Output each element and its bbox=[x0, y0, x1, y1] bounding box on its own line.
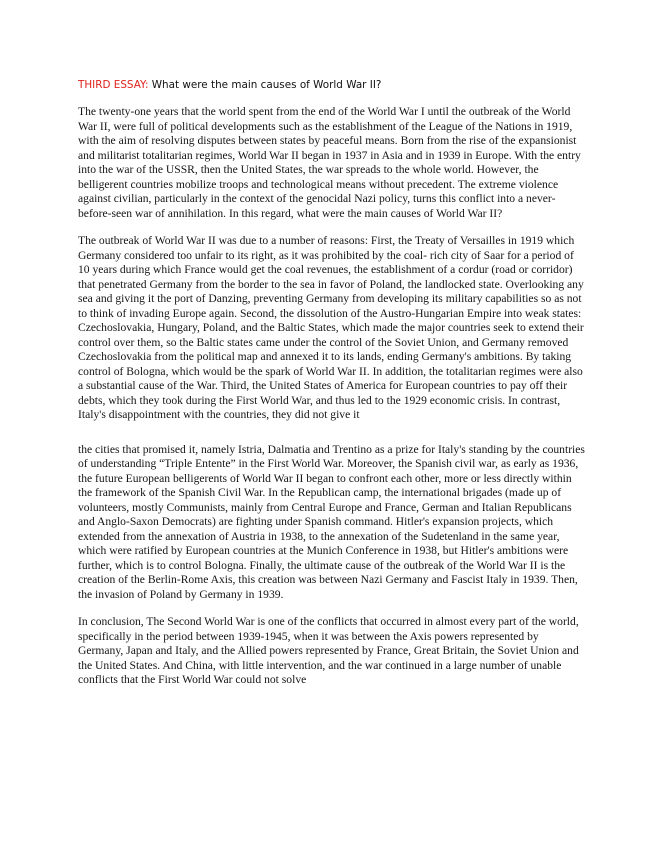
causes-paragraph-part-1: The outbreak of World War II was due to a number of reasons: First, the Treaty of Versailles in 1919 which Germany considered too unfair to its right, as it was prohibited by the coal- rich city of Saar for a period of 10 years during which France would get the coal revenues, the establishment of a cordur (road or corridor) that penetrated Germany from the border to the sea in favor of Poland, the landlocked state. Overlooking any sea and giving it the port of Danzing, preventing Germany from developing its military capabilities so as not to think of invading Europe again. Second, the dissolution of the Austro-Hungarian Empire into weak states: Czechoslovakia, Hungary, Poland, and the Baltic States, which made the major countries seek to extend their control over them, so the Baltic states came under the control of the Soviet Union, and Germany removed Czechoslovakia from the political map and annexed it to its lands, ending Germany's ambitions. By taking control of Bologna, which would be the spark of World War II. In addition, the totalitarian regimes were also a substantial cause of the War. Third, the United States of America for European countries to pay off their debts, which they took during the First World War, and thus led to the 1929 economic crisis. In contrast, Italy's disappointment with the countries, they did not give it bbox=[78, 234, 584, 421]
conclusion-paragraph: In conclusion, The Second World War is one of the conflicts that occurred in almost every part of the world, specifically in the period between 1939-1945, when it was between the Axis powers represented by Germany, Japan and Italy, and the Allied powers represented by France, Great Britain, the Soviet Union and the United States. And China, with little intervention, and the war continued in a large number of unable conflicts that the First World War could not solve bbox=[78, 615, 579, 686]
essay-heading bbox=[78, 78, 585, 93]
causes-paragraph-part-2: the cities that promised it, namely Istria, Dalmatia and Trentino as a prize for Italy's standing by the countries of understanding “Triple Entente” in the First World War. Moreover, the Spanish civil war, as early as 1936, the future European belligerents of World War II began to confront each other, more or less directly within the framework of the Spanish Civil War. In the Republican camp, the international brigades (made up of volunteers, mostly Communists, mainly from Central Europe and France, German and Italian Republicans and Anglo-Saxon Democrats) are fighting under Spanish command. Hitler's expansion projects, which extended from the annexation of Austria in 1938, to the annexation of the Sudetenland in the same year, which were ratified by European countries at the Munich Conference in 1938, but Hitler's ambitions were further, which is to control Bologna. Finally, the ultimate cause of the outbreak of the World War II is the creation of the Berlin-Rome Axis, this creation was between Nazi Germany and Fascist Italy in 1939. Then, the invasion of Poland by Germany in 1939. bbox=[78, 442, 585, 601]
essay-number-label: THIRD ESSAY: bbox=[78, 79, 149, 91]
introduction-paragraph: The twenty-one years that the world spent from the end of the World War I until the outbreak of the World War II, were full of political developments such as the establishment of the League of the Nations in 1919, with the aim of resolving disputes between states by peaceful means. Born from the rise of the expansionist and militarist totalitarian regimes, World War II began in 1937 in Asia and in 1939 in Europe. With the entry into the war of the USSR, then the United States, the war spreads to the whole world. However, the belligerent countries mobilize troops and technological means without precedent. The extreme violence against civilian, particularly in the context of the genocidal Nazi policy, turns this conflict into a never-before-seen war of annihilation. In this regard, what were the main causes of World War II? bbox=[78, 105, 581, 220]
essay-question: What were the main causes of World War II? bbox=[148, 79, 382, 91]
